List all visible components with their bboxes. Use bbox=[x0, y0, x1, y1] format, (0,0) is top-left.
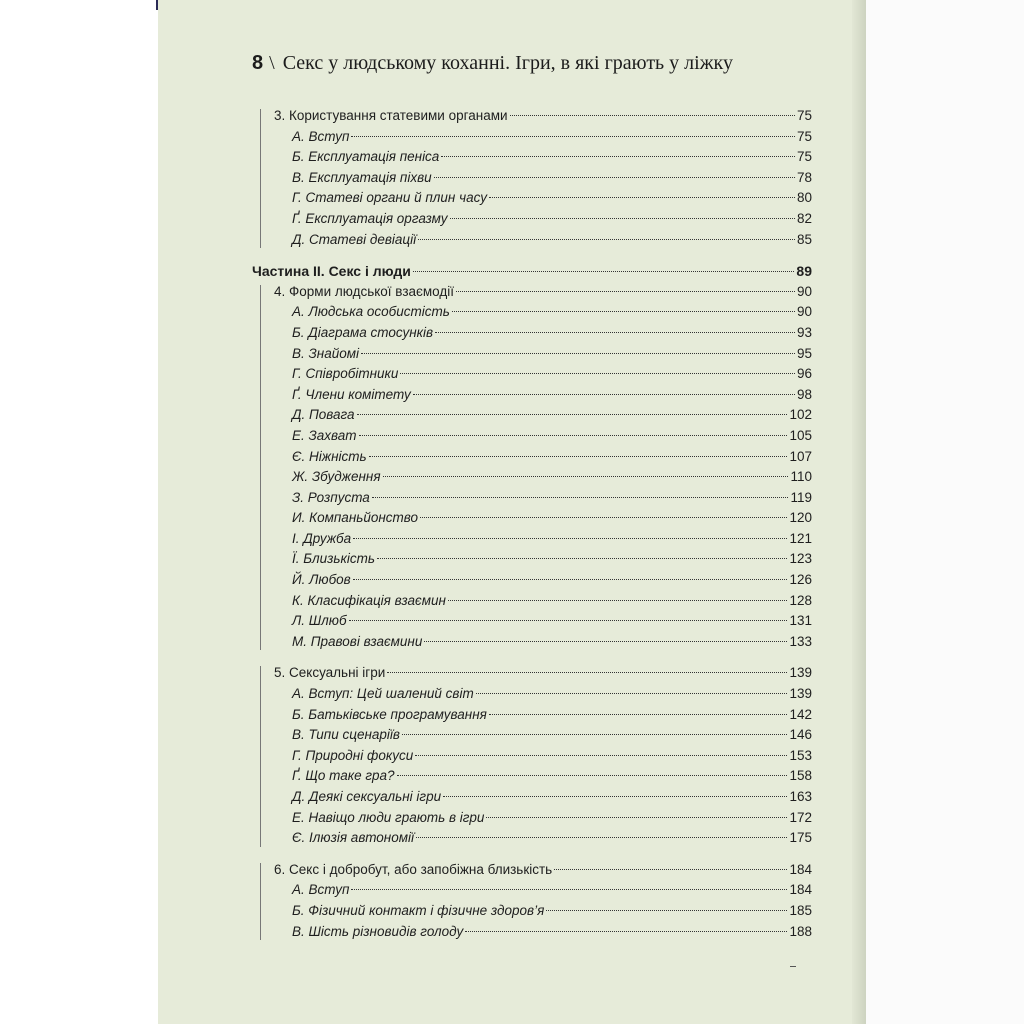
dot-leader bbox=[476, 693, 788, 694]
toc-page-number: 184 bbox=[789, 861, 812, 877]
toc-entry-label: М. Правові взаємини bbox=[292, 633, 423, 649]
dot-leader bbox=[554, 869, 787, 870]
toc-entry bbox=[252, 344, 812, 365]
dot-leader bbox=[418, 239, 795, 240]
toc-entry-label: Г. Статеві органи й плин часу bbox=[292, 190, 487, 206]
toc-entry bbox=[252, 323, 812, 344]
dot-leader bbox=[443, 796, 787, 797]
toc-page-number: 184 bbox=[789, 882, 812, 898]
toc-entry bbox=[252, 901, 812, 922]
toc-page-number: 82 bbox=[796, 210, 812, 226]
toc-page-number: 185 bbox=[789, 902, 812, 918]
toc-entry bbox=[252, 880, 812, 901]
toc-entry bbox=[252, 426, 812, 447]
toc-entry-label: Ї. Близькість bbox=[292, 551, 376, 567]
dot-leader bbox=[434, 177, 795, 178]
dot-leader bbox=[361, 353, 795, 354]
dot-leader bbox=[452, 311, 795, 312]
toc-chapter-5 bbox=[252, 663, 812, 848]
toc-page-number: 80 bbox=[796, 190, 812, 206]
toc-entry-label: И. Компаньйонство bbox=[292, 510, 419, 526]
toc-entry bbox=[252, 302, 812, 323]
dot-leader bbox=[413, 394, 795, 395]
toc-page-number: 78 bbox=[796, 169, 812, 185]
toc-part-2 bbox=[252, 261, 812, 282]
toc-page-number: 75 bbox=[796, 128, 812, 144]
toc-page-number: 75 bbox=[796, 149, 812, 165]
header-separator: \ bbox=[269, 52, 275, 74]
toc-page-number: 85 bbox=[796, 231, 812, 247]
toc-entry bbox=[252, 230, 812, 251]
dot-leader bbox=[486, 817, 787, 818]
toc-entry bbox=[252, 209, 812, 230]
dot-leader bbox=[424, 641, 787, 642]
toc-entry bbox=[252, 570, 812, 591]
running-head bbox=[252, 52, 812, 75]
toc-chapter-3 bbox=[252, 106, 812, 250]
dot-leader bbox=[402, 734, 788, 735]
toc-entry bbox=[252, 488, 812, 509]
dot-leader bbox=[416, 837, 787, 838]
toc-entry-label: 6. Секс і добробут, або запобіжна близькість bbox=[274, 861, 553, 877]
toc-entry-label: В. Експлуатація піхви bbox=[292, 169, 432, 185]
toc-page-number: 188 bbox=[789, 923, 812, 939]
toc-entry bbox=[252, 632, 812, 653]
toc-page-number: 126 bbox=[789, 572, 812, 588]
toc-entry bbox=[252, 147, 812, 168]
toc-entry-label: А. Вступ bbox=[292, 128, 350, 144]
toc-entry bbox=[252, 385, 812, 406]
toc-entry-label: Є. Ніжність bbox=[292, 448, 367, 464]
toc-entry-label: Є. Ілюзія автономії bbox=[292, 830, 415, 846]
toc-entry bbox=[252, 405, 812, 426]
toc-entry-label: Б. Експлуатація пеніса bbox=[292, 149, 440, 165]
dot-leader bbox=[489, 197, 795, 198]
toc-page-number: 139 bbox=[789, 665, 812, 681]
toc-chapter-title bbox=[252, 106, 812, 127]
toc-entry bbox=[252, 467, 812, 488]
toc-entry-label: К. Класифікація взаємин bbox=[292, 592, 446, 608]
toc-page-number: 96 bbox=[796, 366, 812, 382]
toc-page-number: 90 bbox=[796, 283, 812, 299]
toc-entry bbox=[252, 746, 812, 767]
dot-leader bbox=[383, 476, 789, 477]
toc-entry-label: 4. Форми людської взаємодії bbox=[274, 283, 455, 299]
dot-leader bbox=[489, 714, 788, 715]
toc-entry bbox=[252, 828, 812, 849]
toc-page-number: 98 bbox=[796, 386, 812, 402]
toc-entry-label: Е. Захват bbox=[292, 427, 357, 443]
toc-entry bbox=[252, 188, 812, 209]
toc-entry bbox=[252, 447, 812, 468]
toc-page-number: 123 bbox=[789, 551, 812, 567]
toc-entry bbox=[252, 529, 812, 550]
book-title: Секс у людському коханні. Ігри, в які грають у ліжку bbox=[282, 52, 733, 74]
toc-entry-label: Д. Повага bbox=[292, 407, 355, 423]
toc-entry bbox=[252, 808, 812, 829]
toc-entry-label: Г. Природні фокуси bbox=[292, 747, 414, 763]
toc-entry-label: Б. Фізичний контакт і фізичне здоров’я bbox=[292, 902, 545, 918]
dot-leader bbox=[456, 291, 795, 292]
toc-entry-label: Л. Шлюб bbox=[292, 613, 347, 629]
toc-entry-label: Б. Діаграма стосунків bbox=[292, 324, 434, 340]
toc-page-number: 172 bbox=[789, 809, 812, 825]
toc-entry-label: Е. Навіщо люди грають в ігри bbox=[292, 809, 485, 825]
toc-entry-label: Б. Батьківське програмування bbox=[292, 706, 487, 722]
toc-entry bbox=[252, 127, 812, 148]
toc-entry bbox=[252, 787, 812, 808]
toc-entry-label: З. Розпуста bbox=[292, 489, 370, 505]
toc-entry bbox=[252, 725, 812, 746]
toc-entry-label: Ґ. Експлуатація оргазму bbox=[292, 210, 448, 226]
toc-page-number: 107 bbox=[789, 448, 812, 464]
toc-chapter-4 bbox=[252, 282, 812, 653]
page-edge-shadow bbox=[852, 0, 866, 1024]
dot-leader bbox=[546, 910, 787, 911]
dot-leader bbox=[435, 332, 795, 333]
toc-page-number: 163 bbox=[789, 789, 812, 804]
toc-entry bbox=[252, 591, 812, 612]
toc-entry-label: В. Типи сценаріїв bbox=[292, 727, 400, 743]
toc-page-number: 119 bbox=[790, 489, 812, 505]
toc-page-number: 102 bbox=[789, 407, 812, 423]
toc-page-number: 89 bbox=[796, 263, 812, 280]
toc-entry-label: 3. Користування статевими органами bbox=[274, 108, 508, 123]
dot-leader bbox=[359, 435, 788, 436]
toc-entry-label: Ж. Збудження bbox=[292, 469, 381, 485]
toc-page-number: 93 bbox=[796, 324, 812, 340]
toc-page-number: 133 bbox=[789, 633, 812, 649]
dot-leader bbox=[448, 600, 788, 601]
page-mark bbox=[790, 966, 796, 967]
toc-entry-label: Частина II. Секс і люди bbox=[252, 263, 411, 280]
toc-page-number: 139 bbox=[789, 686, 812, 702]
dot-leader bbox=[413, 271, 795, 272]
dot-leader bbox=[465, 931, 787, 932]
toc-entry bbox=[252, 549, 812, 570]
toc-part-title bbox=[252, 261, 812, 282]
toc-entry bbox=[252, 922, 812, 943]
dot-leader bbox=[372, 497, 789, 498]
dot-leader bbox=[351, 136, 795, 137]
toc-page-number: 95 bbox=[796, 345, 812, 361]
toc-entry-label: Д. Статеві девіації bbox=[292, 231, 417, 247]
toc-entry-label: А. Вступ bbox=[292, 882, 350, 898]
dot-leader bbox=[353, 579, 788, 580]
toc-entry-label: В. Шість різновидів голоду bbox=[292, 923, 464, 939]
toc-page-number: 131 bbox=[789, 613, 812, 629]
toc-entry bbox=[252, 364, 812, 385]
toc-page-number: 128 bbox=[789, 592, 812, 608]
dot-leader bbox=[400, 373, 795, 374]
toc-entry bbox=[252, 766, 812, 787]
toc-page-number: 120 bbox=[789, 510, 812, 526]
dot-leader bbox=[351, 889, 787, 890]
toc-entry-label: Г. Співробітники bbox=[292, 366, 399, 382]
toc-entry-label: Д. Деякі сексуальні ігри bbox=[292, 789, 442, 804]
dot-leader bbox=[369, 456, 788, 457]
dot-leader bbox=[415, 755, 787, 756]
toc-entry-label: Й. Любов bbox=[292, 572, 351, 588]
toc-page-number: 175 bbox=[789, 830, 812, 846]
toc-entry bbox=[252, 705, 812, 726]
dot-leader bbox=[377, 558, 787, 559]
toc-page-number: 153 bbox=[789, 747, 812, 763]
toc-entry-label: В. Знайомі bbox=[292, 345, 359, 361]
dot-leader bbox=[357, 414, 788, 415]
toc-page-number: 158 bbox=[789, 768, 812, 784]
toc-entry-label: Ґ. Що таке гра? bbox=[292, 768, 395, 784]
toc-chapter-title bbox=[252, 282, 812, 303]
dot-leader bbox=[450, 218, 795, 219]
toc-page-number: 105 bbox=[789, 427, 812, 443]
toc-entry-label: І. Дружба bbox=[292, 530, 352, 546]
dot-leader bbox=[353, 538, 787, 539]
toc-chapter-6 bbox=[252, 860, 812, 942]
table-of-contents bbox=[252, 106, 812, 942]
toc-page-number: 110 bbox=[790, 469, 812, 485]
toc-entry bbox=[252, 168, 812, 189]
dot-leader bbox=[510, 115, 795, 116]
dot-leader bbox=[387, 672, 787, 673]
toc-chapter-title bbox=[252, 663, 812, 684]
toc-entry bbox=[252, 508, 812, 529]
dot-leader bbox=[349, 620, 788, 621]
toc-page-number: 121 bbox=[789, 530, 812, 546]
toc-chapter-title bbox=[252, 860, 812, 881]
page-number: 8 bbox=[252, 52, 264, 74]
dot-leader bbox=[420, 517, 787, 518]
toc-entry bbox=[252, 684, 812, 705]
toc-entry-label: А. Вступ: Цей шалений світ bbox=[292, 686, 474, 702]
scan-background bbox=[0, 0, 158, 1024]
dot-leader bbox=[441, 156, 795, 157]
toc-page-number: 142 bbox=[789, 706, 812, 722]
toc-page-number: 75 bbox=[796, 108, 812, 123]
toc-entry-label: Ґ. Члени комітету bbox=[292, 386, 411, 402]
toc-entry-label: А. Людська особистість bbox=[292, 304, 450, 320]
toc-entry bbox=[252, 611, 812, 632]
toc-page-number: 146 bbox=[789, 727, 812, 743]
toc-entry-label: 5. Сексуальні ігри bbox=[274, 665, 386, 681]
dot-leader bbox=[397, 775, 788, 776]
toc-page-number: 90 bbox=[796, 304, 812, 320]
